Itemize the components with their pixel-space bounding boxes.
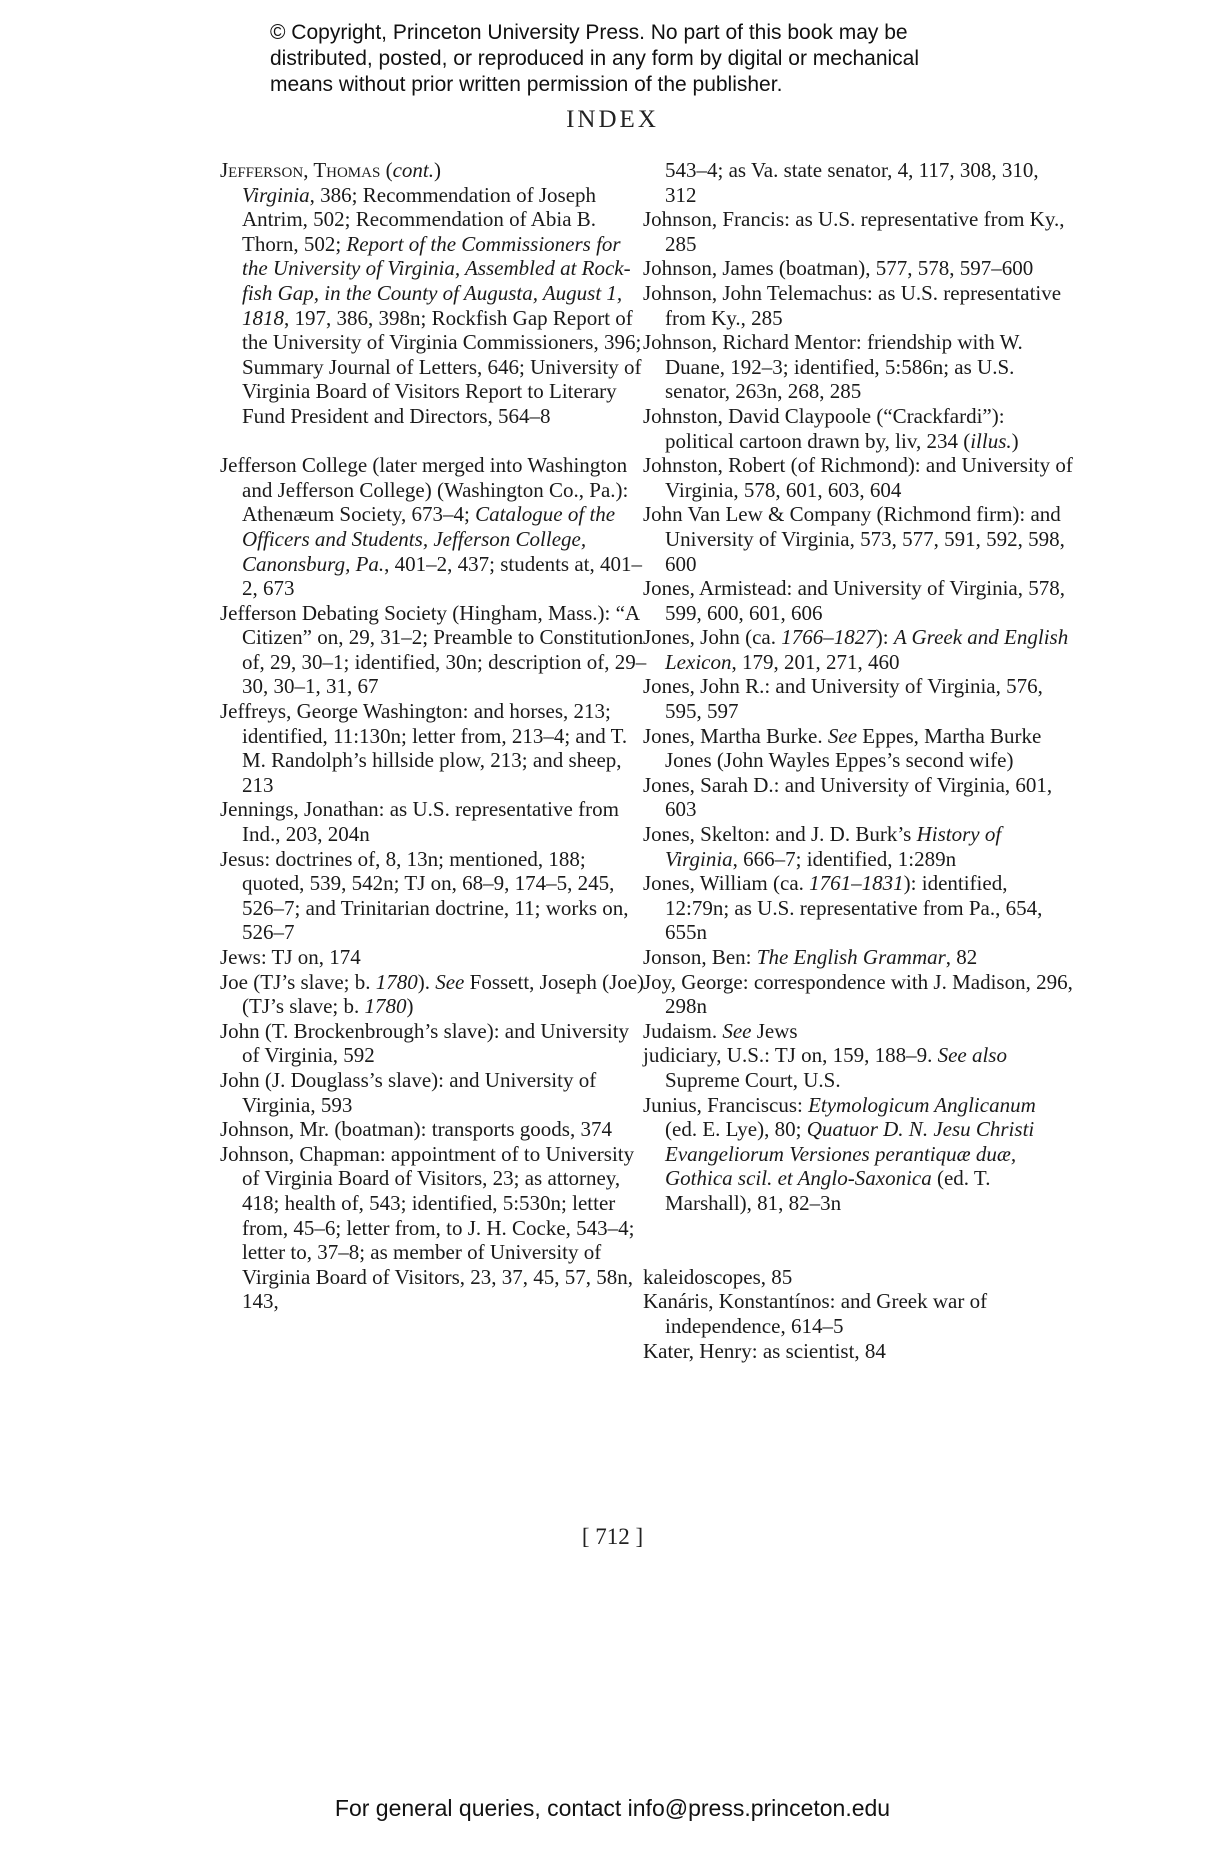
page-number: [ 712 ] (581, 1524, 644, 1549)
index-entry: Jeffreys, George Washington: and horses, 213; identified, 11:130n; letter from, 213–4; and T. M. Randolph’s hillside plow, 213; and sheep, 213 (220, 699, 628, 797)
index-entry: Kanáris, Konstantínos: and Greek war of independence, 614–5 (643, 1289, 988, 1338)
index-entry: John (T. Brockenbrough’s slave): and University of Virginia, 592 (220, 1018, 630, 1068)
index-entry: Johnson, Chapman: appointment of to University of Virginia Board of Visitors, 23; as attorney, 418; health of, 543; identified, 5:530n; letter from, 45–6; letter from, to J. H. Cocke, 543–4; letter to, 37–8; as member of University of Virginia Board of Visitors, 23, 37, 45, 57, 58n, 143, (220, 1141, 635, 1314)
index-entry-continuation: Virginia, 386; Recommendation of Joseph Antrim, 502; Recommendation of Abia B. Thorn, 502; Report of the Commissioners for the University of Virginia, Assembled at Rock-fish Gap, in the County of Augusta, August 1, 1818, 197, 386, 398n; Rockfish Gap Report of the University of Virginia Commissioners, 396; Summary Journal of Letters, 646; University of Virginia Board of Visitors Report to Literary Fund President and Directors, 564–8 (242, 182, 642, 428)
index-entry: Joy, George: correspondence with J. Madison, 296, 298n (643, 969, 1073, 1019)
index-entry: John (J. Douglass’s slave): and University of Virginia, 593 (220, 1067, 597, 1117)
copyright-notice (270, 20, 990, 98)
index-entry: Johnson, Francis: as U.S. representative from Ky., 285 (643, 207, 1065, 256)
index-column-right (643, 158, 1073, 1363)
index-entry: Judaism. See Jews (643, 1018, 798, 1043)
index-entry: Jennings, Jonathan: as U.S. representative from Ind., 203, 204n (220, 797, 619, 847)
index-entry: Jones, Sarah D.: and University of Virginia, 601, 603 (643, 772, 1053, 822)
index-entry: judiciary, U.S.: TJ on, 159, 188–9. See also Supreme Court, U.S. (643, 1043, 1007, 1092)
index-entry: Johnston, Robert (of Richmond): and University of Virginia, 578, 601, 603, 604 (643, 453, 1073, 502)
index-entry: Jefferson Debating Society (Hingham, Mass.): “A Citizen” on, 29, 31–2; Preamble to Constitution of, 29, 30–1; identified, 30n; description of, 29–30, 30–1, 31, 67 (220, 600, 647, 699)
running-head: INDEX (566, 106, 659, 133)
index-entry: John Van Lew & Company (Richmond firm): and University of Virginia, 573, 577, 591, 592, 598, 600 (643, 502, 1065, 576)
index-entry: Johnson, James (boatman), 577, 578, 597–600 (643, 256, 1034, 281)
index-entry: Jews: TJ on, 174 (220, 945, 361, 969)
index-entry: Johnson, Richard Mentor: friendship with W. Duane, 192–3; identified, 5:586n; as U.S. senator, 263n, 268, 285 (643, 330, 1023, 404)
index-entry: Jonson, Ben: The English Grammar, 82 (643, 945, 978, 969)
index-column-left (220, 158, 650, 1314)
index-entry: Jones, John R.: and University of Virginia, 576, 595, 597 (643, 674, 1043, 724)
index-entry: Joe (TJ’s slave; b. 1780). See Fossett, Joseph (Joe) (TJ’s slave; b. 1780) (220, 969, 645, 1019)
copyright-line: means without prior written permission of the publisher. (270, 73, 783, 96)
index-entry: Johnston, David Claypoole (“Crackfardi”): political cartoon drawn by, liv, 234 (illus.) (643, 403, 1019, 453)
index-entry: Jesus: doctrines of, 8, 13n; mentioned, 188; quoted, 539, 542n; TJ on, 68–9, 174–5, 245, 526–7; and Trinitarian doctrine, 11; works on, 526–7 (220, 846, 629, 945)
index-entry: Johnson, John Telemachus: as U.S. representative from Ky., 285 (643, 280, 1062, 330)
index-entry: Jones, William (ca. 1761–1831): identified, 12:79n; as U.S. representative from Pa., 654, 655n (643, 871, 1043, 945)
index-entry: Johnson, Mr. (boatman): transports goods, 374 (220, 1117, 612, 1142)
index-entry-heading: Jefferson, Thomas (cont.) (220, 158, 441, 182)
index-entry: kaleidoscopes, 85 (643, 1264, 793, 1289)
index-entry: Jones, Martha Burke. See Eppes, Martha Burke Jones (John Wayles Eppes’s second wife) (643, 723, 1042, 773)
copyright-line: distributed, posted, or reproduced in any form by digital or mechanical (270, 47, 920, 70)
index-entry: Jones, Armistead: and University of Virginia, 578, 599, 600, 601, 606 (643, 576, 1065, 625)
index-entry: Jones, Skelton: and J. D. Burk’s History of Virginia, 666–7; identified, 1:289n (643, 822, 1002, 871)
index-entry: Junius, Franciscus: Etymologicum Anglicanum (ed. E. Lye), 80; Quatuor D. N. Jesu Christi Evangeliorum Versiones perantiquæ duæ, Gothica scil. et Anglo-Saxonica (ed. T. Marshall), 81, 82–3n (643, 1092, 1036, 1215)
index-entry-continuation: 543–4; as Va. state senator, 4, 117, 308, 310, 312 (665, 158, 1039, 207)
index-entry: Jones, John (ca. 1766–1827): A Greek and English Lexicon, 179, 201, 271, 460 (643, 625, 1069, 674)
index-entry: Jefferson College (later merged into Washington and Jefferson College) (Washington Co., Pa.): Athenæum Society, 673–4; Catalogue of the Officers and Students, Jefferson College, Canonsburg, Pa., 401–2, 437; students at, 401–2, 673 (220, 453, 642, 601)
index-entry: Kater, Henry: as scientist, 84 (643, 1338, 886, 1363)
footer-contact: For general queries, contact info@press.princeton.edu (334, 1795, 891, 1821)
copyright-line: © Copyright, Princeton University Press. No part of this book may be (270, 21, 908, 44)
